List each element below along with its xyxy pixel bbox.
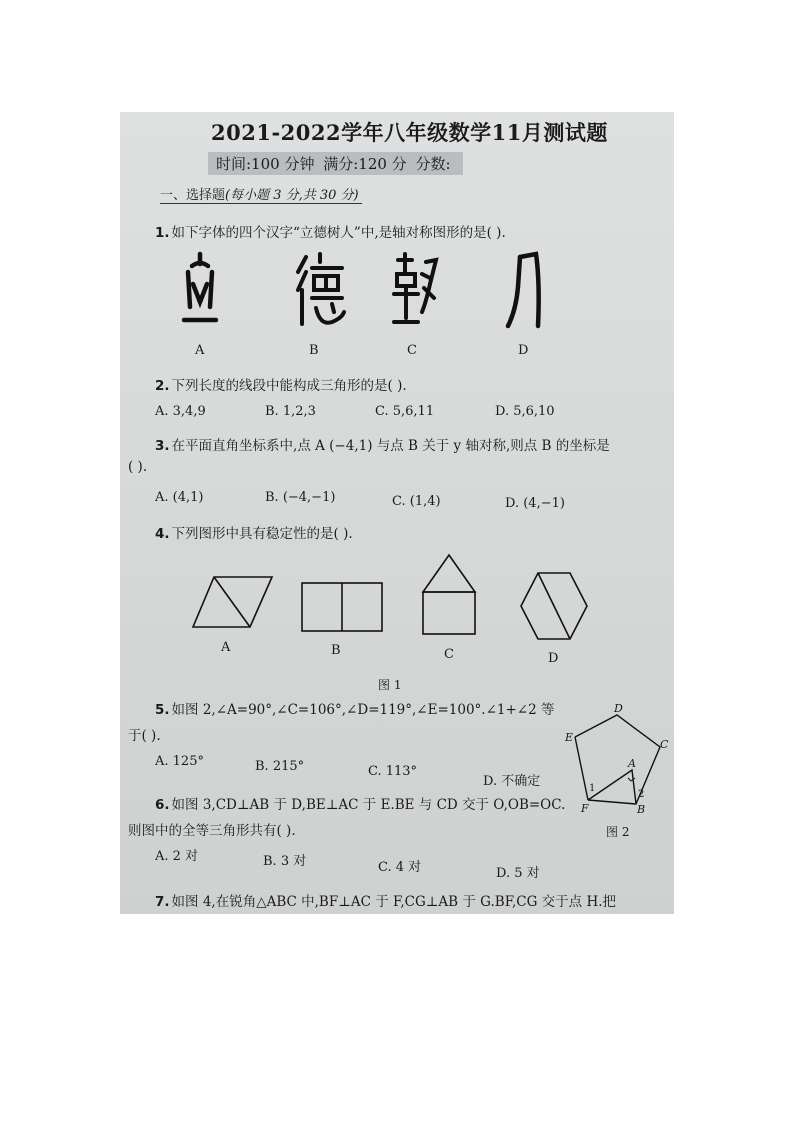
exam-title: 2021-2022学年八年级数学11月测试题	[211, 120, 608, 145]
q1-label-a: A	[195, 343, 205, 358]
question-5: 5. 如图 2,∠A=90°,∠C=106°,∠D=119°,∠E=100°.∠1+∠2 等	[155, 702, 555, 718]
question-1: 1. 如下字体的四个汉字“立德树人”中,是轴对称图形的是( ).	[155, 225, 506, 241]
question-4-text: 下列图形中具有稳定性的是( ).	[171, 526, 353, 542]
q2-option-b: B. 1,2,3	[265, 404, 316, 419]
fig2-label-a: A	[628, 757, 636, 770]
fig2-label-f: F	[581, 802, 589, 815]
figure-1-caption: 图 1	[378, 678, 402, 692]
figure-2-caption: 图 2	[606, 825, 630, 839]
question-7-text: 如图 4,在锐角△ABC 中,BF⊥AC 于 F,CG⊥AB 于 G.BF,CG 交于点 H.把	[171, 894, 617, 910]
q4-label-d: D	[548, 651, 559, 666]
question-2-text: 下列长度的线段中能构成三角形的是( ).	[171, 378, 407, 394]
fig2-label-b: B	[637, 803, 646, 816]
q6-option-d: D. 5 对	[496, 866, 540, 881]
question-3-blank: ( ).	[128, 459, 148, 475]
question-3-text: 在平面直角坐标系中,点 A (−4,1) 与点 B 关于 y 轴对称,则点 B 的坐标是	[171, 438, 610, 454]
q6-option-a: A. 2 对	[155, 849, 199, 864]
q3-option-b: B. (−4,−1)	[265, 490, 336, 505]
exam-paper-photo	[120, 112, 674, 914]
q6-option-b: B. 3 对	[263, 854, 307, 869]
full-score: 满分:120 分	[323, 155, 407, 173]
section-hint: (每小题 3 分,共 30 分)	[225, 188, 359, 203]
question-5-text: 如图 2,∠A=90°,∠C=106°,∠D=119°,∠E=100°.∠1+∠2 等	[171, 702, 555, 718]
q4-label-c: C	[444, 647, 454, 662]
q6-option-c: C. 4 对	[378, 860, 422, 875]
q4-label-a: A	[221, 640, 231, 655]
question-6: 6. 如图 3,CD⊥AB 于 D,BE⊥AC 于 E.BE 与 CD 交于 O,OB=OC.	[155, 797, 566, 813]
q1-label-b: B	[309, 343, 319, 358]
q4-label-b: B	[331, 643, 341, 658]
q3-option-a: A. (4,1)	[155, 490, 204, 505]
question-6-line-2: 则图中的全等三角形共有( ).	[128, 823, 296, 839]
fig2-label-d: D	[614, 702, 623, 715]
q1-label-d: D	[518, 343, 529, 358]
question-3: 3. 在平面直角坐标系中,点 A (−4,1) 与点 B 关于 y 轴对称,则点 B 的坐标是	[155, 438, 610, 454]
q5-option-b: B. 215°	[255, 759, 305, 774]
q2-option-a: A. 3,4,9	[155, 404, 206, 419]
question-5-blank: 于( ).	[128, 728, 161, 744]
q2-option-d: D. 5,6,10	[495, 404, 555, 419]
fig2-label-e: E	[565, 731, 574, 744]
time-limit: 时间:100 分钟	[216, 155, 315, 173]
fig2-angle-2: 2	[638, 789, 645, 800]
question-4: 4. 下列图形中具有稳定性的是( ).	[155, 526, 353, 542]
q2-option-c: C. 5,6,11	[375, 404, 435, 419]
q3-option-d: D. (4,−1)	[505, 496, 565, 511]
q5-option-a: A. 125°	[155, 754, 204, 769]
section-label: 一、选择题	[160, 188, 226, 203]
q3-option-c: C. (1,4)	[392, 494, 441, 509]
score-field: 分数:	[415, 155, 451, 173]
q5-option-c: C. 113°	[368, 764, 418, 779]
q1-label-c: C	[407, 343, 417, 358]
fig2-angle-1: 1	[589, 783, 596, 794]
question-6-text: 如图 3,CD⊥AB 于 D,BE⊥AC 于 E.BE 与 CD 交于 O,OB=OC.	[171, 797, 566, 813]
question-2: 2. 下列长度的线段中能构成三角形的是( ).	[155, 378, 407, 394]
question-1-text: 如下字体的四个汉字“立德树人”中,是轴对称图形的是( ).	[171, 225, 506, 241]
fig2-label-c: C	[660, 738, 669, 751]
q5-option-d: D. 不确定	[483, 774, 541, 789]
question-7: 7. 如图 4,在锐角△ABC 中,BF⊥AC 于 F,CG⊥AB 于 G.BF,CG 交于点 H.把	[155, 894, 617, 910]
